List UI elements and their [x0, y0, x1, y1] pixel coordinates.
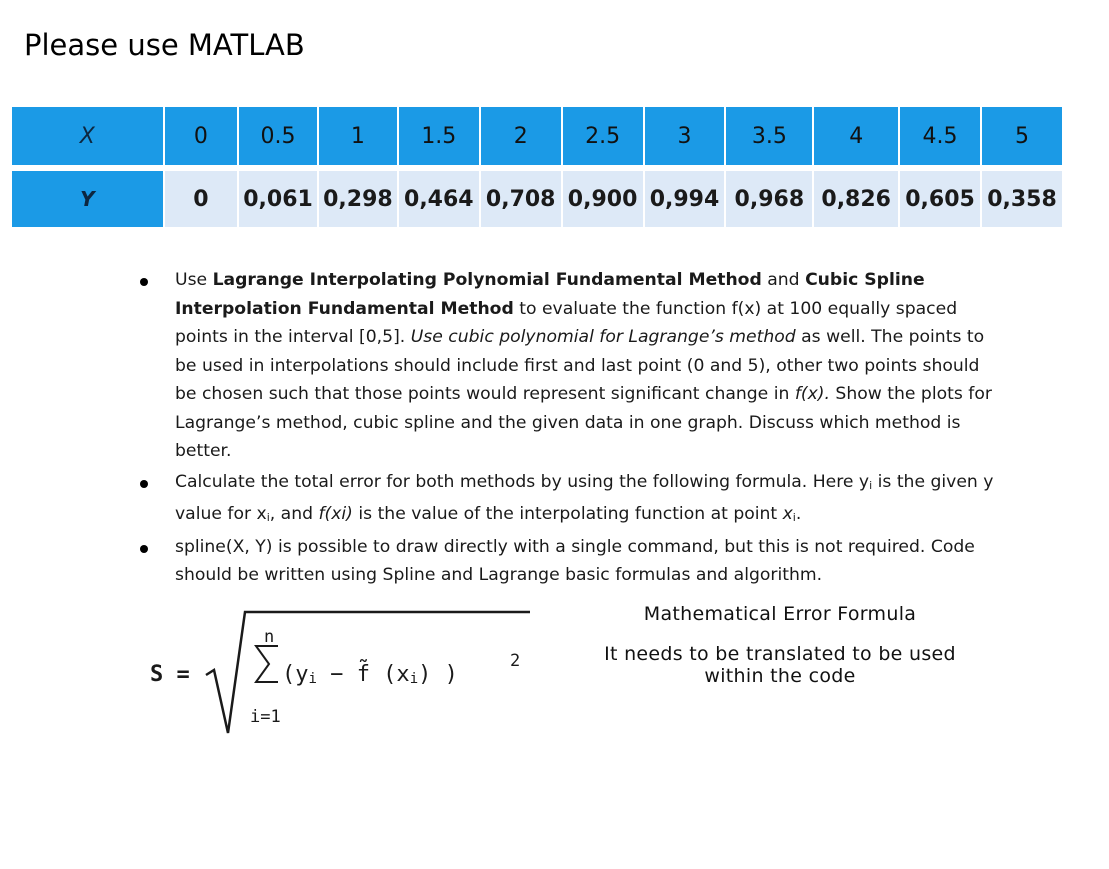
italic-text: x: [782, 504, 793, 524]
formula-graphic: [148, 608, 548, 738]
y-value: 0,994: [644, 171, 726, 227]
table-row-x: [12, 107, 1062, 165]
text: spline(X, Y) is possible to draw directly with a single command, but this is not required. Code should be written using Spline and Lagrange basic formulas and algorithm.: [175, 536, 975, 585]
formula-body: (yi − f̃ (xi) ): [282, 662, 458, 687]
text: and: [761, 270, 806, 290]
x-value: 1: [318, 107, 398, 165]
text: Use: [175, 270, 213, 290]
x-value: 0: [164, 107, 238, 165]
bold-text: Lagrange Interpolating Polynomial Fundamental Method: [212, 270, 762, 290]
subscript: i: [266, 511, 270, 524]
notes-line: It needs to be translated to be used: [604, 643, 956, 665]
y-value: 0,900: [562, 171, 644, 227]
y-value: 0,605: [899, 171, 981, 227]
y-value: 0,358: [981, 171, 1062, 227]
y-value: 0,298: [318, 171, 398, 227]
sigma-icon: [256, 646, 278, 682]
italic-text: f(xi): [318, 504, 353, 524]
x-value: 0.5: [238, 107, 318, 165]
x-value: 4.5: [899, 107, 981, 165]
y-value: 0,708: [480, 171, 562, 227]
formula-lhs: S =: [150, 662, 190, 687]
text: to evaluate the function f(x) at 100 equally spaced points in the interval [0,5].: [175, 298, 958, 347]
text: , and: [269, 504, 319, 524]
x-value: 2.5: [562, 107, 644, 165]
italic-text: Use cubic polynomial for Lagrange’s method: [410, 327, 796, 347]
x-header: X: [12, 107, 164, 165]
text: .: [795, 504, 802, 524]
y-value: 0: [164, 171, 238, 227]
text: Show the plots for Lagrange’s method, cubic spline and the given data in one graph. Discuss which method is better.: [175, 384, 992, 461]
bold-text: Cubic Spline Interpolation Fundamental Method: [175, 270, 925, 319]
subscript: i: [869, 478, 873, 492]
italic-text: f(x).: [794, 384, 830, 404]
list-item: [140, 533, 1000, 590]
sum-upper: n: [264, 627, 275, 647]
x-value: 4: [813, 107, 899, 165]
text: Calculate the total error for both methods by using the following formula. Here y: [175, 471, 870, 492]
notes-heading: Mathematical Error Formula: [643, 603, 917, 625]
page-title: Please use MATLAB: [24, 28, 305, 62]
text: is the value of the interpolating function at point: [352, 504, 783, 524]
y-value: 0,061: [238, 171, 318, 227]
text: is the given y value for x: [175, 471, 994, 524]
formula-power: 2: [510, 651, 521, 671]
x-value: 3: [644, 107, 726, 165]
table-row-y: [12, 171, 1062, 227]
bullet-icon: [140, 480, 148, 488]
y-value: 0,464: [398, 171, 480, 227]
error-formula: [148, 608, 548, 738]
sum-lower: i=1: [250, 707, 281, 727]
y-value: 0,826: [813, 171, 899, 227]
x-value: 1.5: [398, 107, 480, 165]
text: as well. The points to be used in interpolations should include first and last point (0 and 5), other two points should be chosen such that those points would represent significant change in: [175, 327, 985, 404]
list-item: [140, 266, 1000, 466]
instructions-list: [140, 266, 1000, 590]
y-value: 0,968: [725, 171, 813, 227]
x-value: 5: [981, 107, 1062, 165]
notes-text: [580, 643, 980, 687]
notes-line: within the code: [704, 665, 856, 687]
x-value: 3.5: [725, 107, 813, 165]
data-table: [12, 107, 1063, 227]
y-header: Y: [12, 171, 164, 227]
x-value: 2: [480, 107, 562, 165]
bullet-icon: [140, 278, 148, 286]
subscript: i: [792, 511, 796, 524]
bullet-icon: [140, 545, 148, 553]
formula-notes: [580, 600, 980, 687]
list-item: [140, 468, 1000, 533]
